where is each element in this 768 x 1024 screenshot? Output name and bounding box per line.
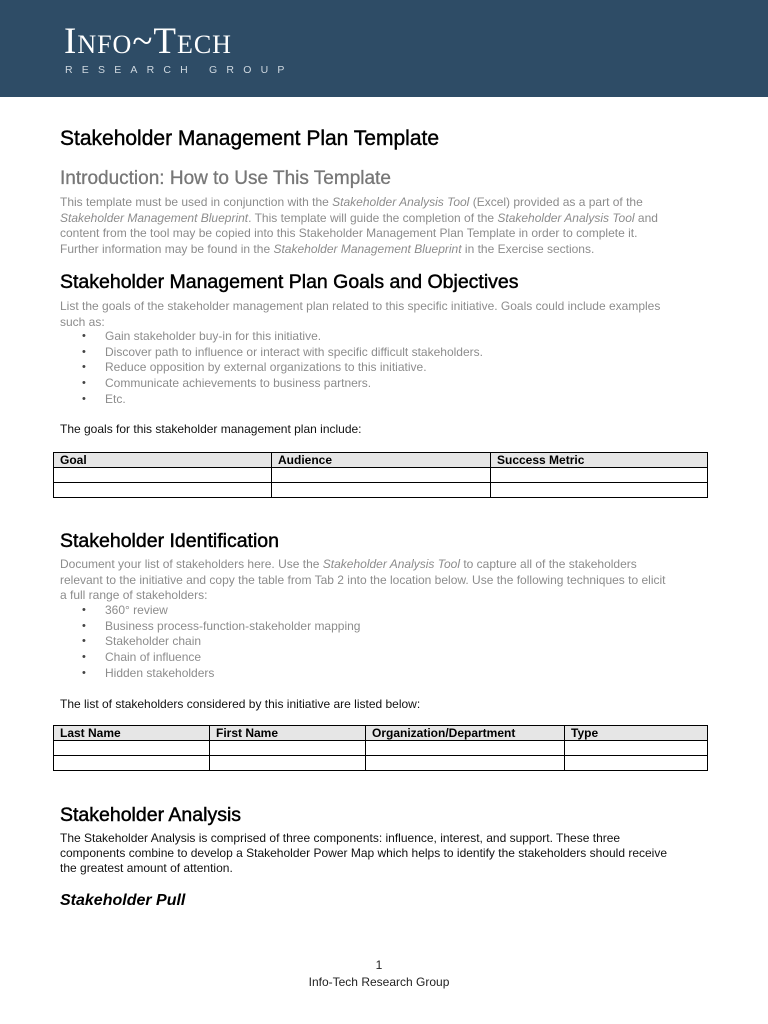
analysis-heading: Stakeholder Analysis xyxy=(60,804,242,826)
table-cell[interactable] xyxy=(54,756,210,771)
table-cell[interactable] xyxy=(210,741,366,756)
goals-desc-line-2: such as: xyxy=(60,314,105,329)
analysis-description xyxy=(60,831,710,876)
identification-line-1: Document your list of stakeholders here. Use the Stakeholder Analysis Tool to capture all of the stakeholders xyxy=(60,557,637,571)
table-cell[interactable] xyxy=(565,756,708,771)
analysis-line-2: components combine to develop a Stakeholder Power Map which helps to identify the stakeholders should receive xyxy=(60,846,668,860)
identification-description xyxy=(60,557,710,604)
goals-heading: Stakeholder Management Plan Goals and Objectives xyxy=(60,271,519,293)
footer-organization: Info-Tech Research Group xyxy=(308,975,450,989)
table-row xyxy=(54,756,708,771)
logo-wordmark: Info~Tech xyxy=(64,21,232,62)
intro-line-3: content from the tool may be copied into this Stakeholder Management Plan Template in order to complete it. xyxy=(60,226,638,240)
table-cell[interactable] xyxy=(491,483,708,498)
list-item: • Communicate achievements to business partners. xyxy=(60,376,483,392)
table-header-row xyxy=(54,726,708,741)
table-header-row xyxy=(54,453,708,468)
table-cell[interactable] xyxy=(210,756,366,771)
logo-tagline: RESEARCH GROUP xyxy=(65,64,294,76)
goals-description xyxy=(60,299,710,330)
stakeholder-pull-heading: Stakeholder Pull xyxy=(60,892,186,909)
list-item: • Hidden stakeholders xyxy=(60,666,360,682)
column-header-last-name: Last Name xyxy=(54,726,210,741)
table-cell[interactable] xyxy=(366,756,565,771)
table-cell[interactable] xyxy=(54,741,210,756)
analysis-line-3: the greatest amount of attention. xyxy=(60,861,233,875)
intro-line-1: This template must be used in conjunction with the Stakeholder Analysis Tool (Excel) provided as a part of the xyxy=(60,195,643,209)
intro-line-2: Stakeholder Management Blueprint. This template will guide the completion of the Stakeholder Analysis Tool and xyxy=(60,210,658,225)
table-cell[interactable] xyxy=(366,741,565,756)
column-header-audience: Audience xyxy=(272,453,491,468)
column-header-goal: Goal xyxy=(54,453,272,468)
table-cell[interactable] xyxy=(272,483,491,498)
table-cell[interactable] xyxy=(272,468,491,483)
intro-line-4: Further information may be found in the Stakeholder Management Blueprint in the Exercise sections. xyxy=(60,241,595,256)
list-item: • Etc. xyxy=(60,392,483,408)
identification-bullet-list xyxy=(60,603,360,681)
table-row xyxy=(54,468,708,483)
list-item: • Chain of influence xyxy=(60,650,360,666)
column-header-organization: Organization/Department xyxy=(366,726,565,741)
list-item: • Gain stakeholder buy-in for this initiative. xyxy=(60,329,483,345)
table-cell[interactable] xyxy=(491,468,708,483)
list-item: • Business process-function-stakeholder mapping xyxy=(60,619,360,635)
list-item: • Discover path to influence or interact with specific difficult stakeholders. xyxy=(60,345,483,361)
table-cell[interactable] xyxy=(54,483,272,498)
column-header-success-metric: Success Metric xyxy=(491,453,708,468)
analysis-line-1: The Stakeholder Analysis is comprised of three components: influence, interest, and support. These three xyxy=(60,831,621,845)
list-item: • 360° review xyxy=(60,603,360,619)
identification-line-3: a full range of stakeholders: xyxy=(60,588,208,602)
goals-bullet-list xyxy=(60,329,483,407)
intro-paragraph xyxy=(60,195,710,257)
column-header-type: Type xyxy=(565,726,708,741)
header-banner xyxy=(0,0,768,97)
table-row xyxy=(54,483,708,498)
column-header-first-name: First Name xyxy=(210,726,366,741)
identification-line-2: relevant to the initiative and copy the table from Tab 2 into the location below. Use the following techniques to elicit xyxy=(60,572,666,587)
page-title: Stakeholder Management Plan Template xyxy=(60,127,440,150)
table-row xyxy=(54,741,708,756)
goals-desc-line-1: List the goals of the stakeholder management plan related to this specific initiative. Goals could include examples xyxy=(60,299,661,313)
list-item: • Stakeholder chain xyxy=(60,634,360,650)
intro-heading: Introduction: How to Use This Template xyxy=(60,168,391,189)
identification-heading: Stakeholder Identification xyxy=(60,530,279,552)
goals-lead-text: The goals for this stakeholder management plan include: xyxy=(60,422,362,436)
stakeholders-table xyxy=(53,725,708,771)
goals-table xyxy=(53,452,708,498)
table-cell[interactable] xyxy=(54,468,272,483)
identification-lead-text: The list of stakeholders considered by this initiative are listed below: xyxy=(60,697,421,711)
page-number: 1 xyxy=(375,958,383,972)
table-cell[interactable] xyxy=(565,741,708,756)
list-item: • Reduce opposition by external organizations to this initiative. xyxy=(60,360,483,376)
